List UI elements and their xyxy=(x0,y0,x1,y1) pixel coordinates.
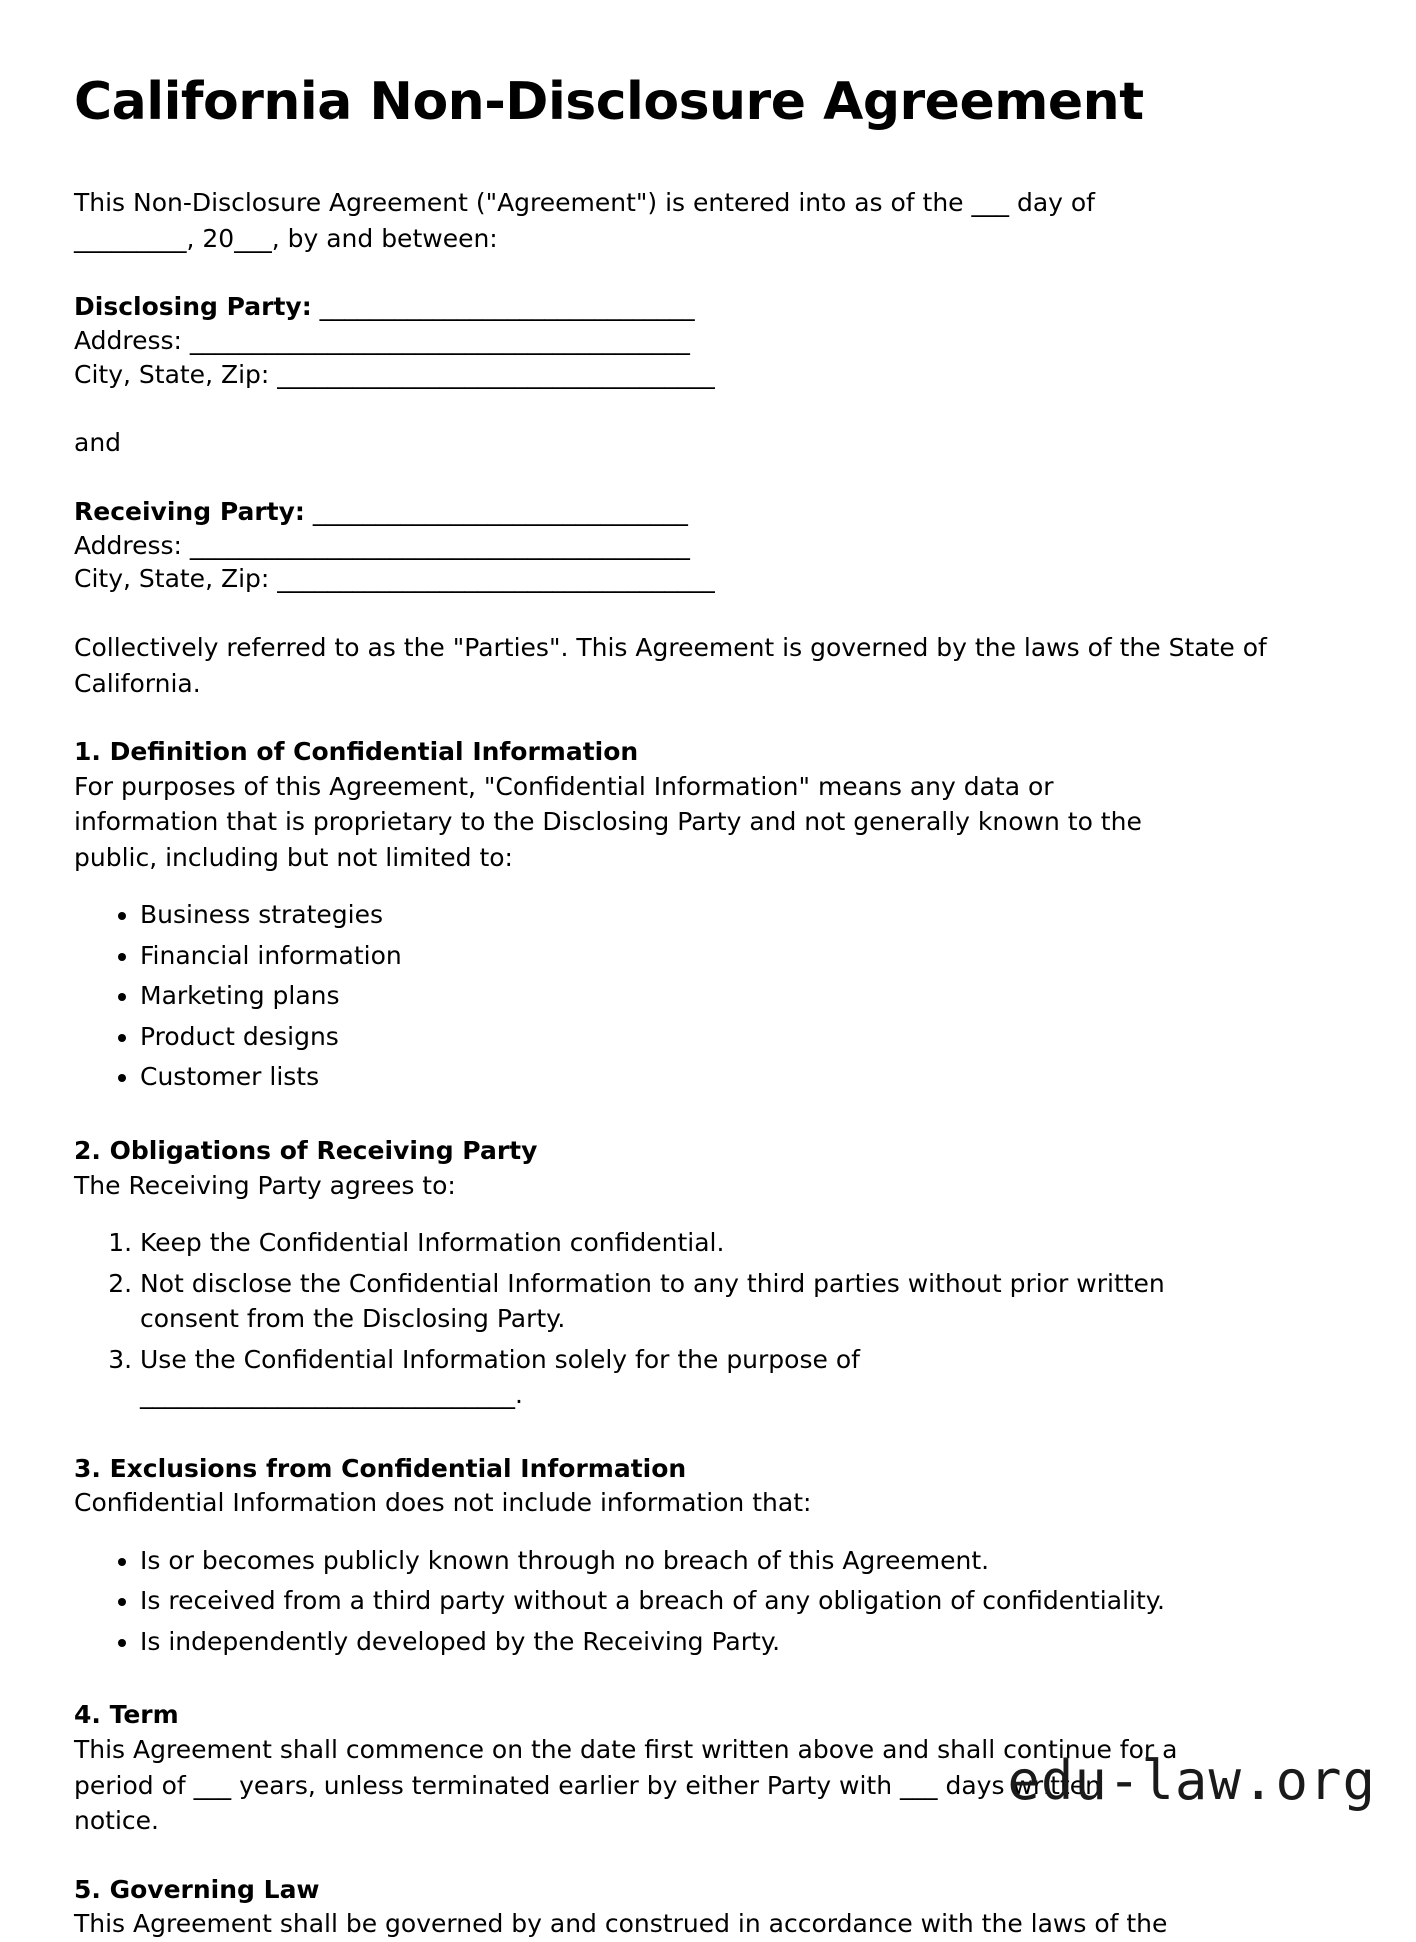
receiving-party-name-line xyxy=(74,495,1342,529)
disclosing-party-block xyxy=(74,290,1342,391)
section-2-numbered-list xyxy=(74,1225,1342,1413)
spacer xyxy=(74,391,1342,425)
spacer xyxy=(74,701,1342,735)
spacer xyxy=(74,1418,1342,1452)
disclosing-party-label: Disclosing Party: xyxy=(74,292,312,322)
intro-paragraph: This Non-Disclosure Agreement ("Agreement") is entered into as of the ___ day of _________, 20___, by and between: xyxy=(74,188,1095,253)
section-5-heading: 5. Governing Law xyxy=(74,1874,320,1904)
disclosing-party-city-label: City, State, Zip: xyxy=(74,359,270,389)
list-item: • Product designs xyxy=(140,1019,1342,1055)
disclosing-party-city-line xyxy=(74,358,1342,392)
receiving-party-name-blank[interactable]: ______________________________ xyxy=(304,496,688,526)
section-4-heading: 4. Term xyxy=(74,1700,179,1730)
section-1-body: For purposes of this Agreement, "Confidential Information" means any data or information that is proprietary to the Disclosing Party and not generally known to the public, including but not limited to: xyxy=(74,771,1142,872)
section-2 xyxy=(74,1134,1342,1413)
section-4-body: This Agreement shall commence on the date first written above and shall continue for a period of ___ years, unless terminated earlier by either Party with ___ days written notice. xyxy=(74,1735,1178,1836)
disclosing-party-address-blank[interactable]: ________________________________________ xyxy=(181,325,690,355)
section-5 xyxy=(74,1873,1342,1942)
receiving-party-block xyxy=(74,495,1342,596)
page-title: California Non-Disclosure Agreement xyxy=(74,72,1144,132)
receiving-party-city-label: City, State, Zip: xyxy=(74,564,270,594)
disclosing-party-name-line xyxy=(74,290,1342,324)
section-5-body: This Agreement shall be governed by and construed in accordance with the laws of the xyxy=(74,1909,1168,1939)
section-2-heading: 2. Obligations of Receiving Party xyxy=(74,1135,538,1165)
list-item: 3. Use the Confidential Information solely for the purpose of ______________________________. xyxy=(140,1342,1185,1413)
list-item: • Customer lists xyxy=(140,1059,1342,1095)
list-item: • Is independently developed by the Receiving Party. xyxy=(140,1624,1342,1660)
disclosing-party-address-line xyxy=(74,324,1342,358)
section-1-heading: 1. Definition of Confidential Information xyxy=(74,737,639,767)
section-3-body: Confidential Information does not include information that: xyxy=(74,1488,812,1518)
disclosing-party-name-blank[interactable]: ______________________________ xyxy=(311,292,695,322)
section-3-heading: 3. Exclusions from Confidential Information xyxy=(74,1453,687,1483)
spacer xyxy=(74,1664,1342,1698)
receiving-party-label: Receiving Party: xyxy=(74,496,305,526)
spacer xyxy=(74,596,1342,630)
list-item: 1. Keep the Confidential Information confidential. xyxy=(140,1225,1185,1261)
list-item: 2. Not disclose the Confidential Information to any third parties without prior written consent from the Disclosing Party. xyxy=(140,1266,1185,1337)
disclosing-party-address-label: Address: xyxy=(74,325,182,355)
list-item: • Business strategies xyxy=(140,897,1342,933)
spacer xyxy=(74,461,1342,495)
list-item: • Is or becomes publicly known through no breach of this Agreement. xyxy=(140,1543,1342,1579)
spacer xyxy=(74,1839,1342,1873)
receiving-party-address-line xyxy=(74,529,1342,563)
spacer xyxy=(74,1100,1342,1134)
receiving-party-city-line xyxy=(74,562,1342,596)
receiving-party-address-blank[interactable]: ________________________________________ xyxy=(181,530,690,560)
collective-clause: Collectively referred to as the "Parties". This Agreement is governed by the laws of the State of California. xyxy=(74,633,1267,698)
section-3 xyxy=(74,1452,1342,1660)
disclosing-party-city-blank[interactable]: ___________________________________ xyxy=(269,359,715,389)
section-1 xyxy=(74,735,1342,1095)
spacer xyxy=(74,256,1342,290)
receiving-party-city-blank[interactable]: ___________________________________ xyxy=(269,564,715,594)
receiving-party-address-label: Address: xyxy=(74,530,182,560)
conjunction-and: and xyxy=(74,428,122,458)
list-item: • Is received from a third party without a breach of any obligation of confidentiality. xyxy=(140,1583,1342,1619)
section-3-bullet-list xyxy=(74,1543,1342,1660)
list-item: • Financial information xyxy=(140,938,1342,974)
list-item: • Marketing plans xyxy=(140,978,1342,1014)
watermark: edu-law.org xyxy=(1007,1749,1376,1812)
section-2-body: The Receiving Party agrees to: xyxy=(74,1170,456,1200)
section-1-bullet-list xyxy=(74,897,1342,1095)
